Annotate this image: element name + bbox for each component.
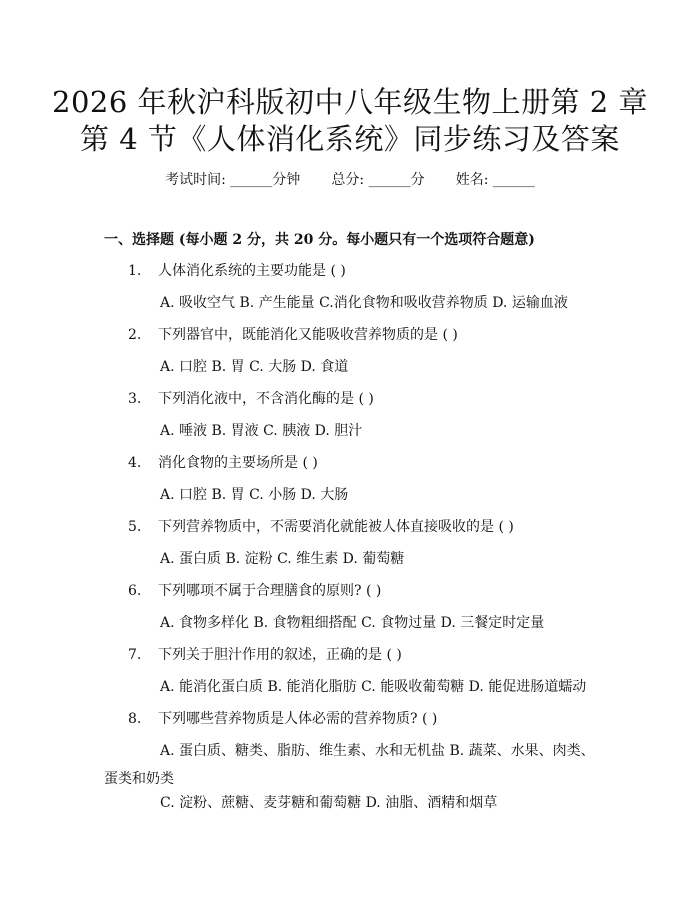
question-5: 5. 下列营养物质中，不需要消化就能被人体直接吸收的是 ( ) (128, 519, 514, 535)
question-4-options: A. 口腔 B. 胃 C. 小肠 D. 大肠 (160, 487, 349, 503)
question-7-options: A. 能消化蛋白质 B. 能消化脂肪 C. 能吸收葡萄糖 D. 能促进肠道蠕动 (160, 679, 587, 695)
question-4: 4. 消化食物的主要场所是 ( ) (128, 455, 318, 471)
question-5-options: A. 蛋白质 B. 淀粉 C. 维生素 D. 葡萄糖 (160, 551, 405, 567)
exam-name: 姓名: ______ (455, 172, 535, 188)
question-3: 3. 下列消化液中，不含消化酶的是 ( ) (128, 391, 374, 407)
question-2: 2. 下列器官中，既能消化又能吸收营养物质的是 ( ) (128, 327, 458, 343)
exam-info (0, 170, 700, 190)
exam-time: 考试时间: ______分钟 (165, 172, 301, 188)
section-heading: 一、选择题 (每小题 2 分，共 20 分。每小题只有一个选项符合题意) (104, 232, 535, 248)
question-1-options: A. 吸收空气 B. 产生能量 C.消化食物和吸收营养物质 D. 运输血液 (160, 295, 568, 311)
question-6-options: A. 食物多样化 B. 食物粗细搭配 C. 食物过量 D. 三餐定时定量 (160, 615, 545, 631)
question-2-options: A. 口腔 B. 胃 C. 大肠 D. 食道 (160, 359, 349, 375)
question-3-options: A. 唾液 B. 胃液 C. 胰液 D. 胆汁 (160, 423, 363, 439)
question-8-options-cont: C. 淀粉、蔗糖、麦芽糖和葡萄糖 D. 油脂、酒精和烟草 (160, 795, 498, 811)
exam-score: 总分: ______分 (331, 172, 425, 188)
question-1: 1. 人体消化系统的主要功能是 ( ) (128, 263, 346, 279)
document-title-line2: 第 4 节《人体消化系统》同步练习及答案 (80, 122, 620, 156)
question-6: 6. 下列哪项不属于合理膳食的原则? ( ) (128, 583, 382, 599)
question-7: 7. 下列关于胆汁作用的叙述，正确的是 ( ) (128, 647, 402, 663)
question-8: 8. 下列哪些营养物质是人体必需的营养物质? ( ) (128, 711, 438, 727)
question-8-options: A. 蛋白质、糖类、脂肪、维生素、水和无机盐 B. 蔬菜、水果、肉类、蛋类和奶类 (104, 743, 595, 787)
document-title-line1: 2026 年秋沪科版初中八年级生物上册第 2 章 (52, 85, 648, 119)
